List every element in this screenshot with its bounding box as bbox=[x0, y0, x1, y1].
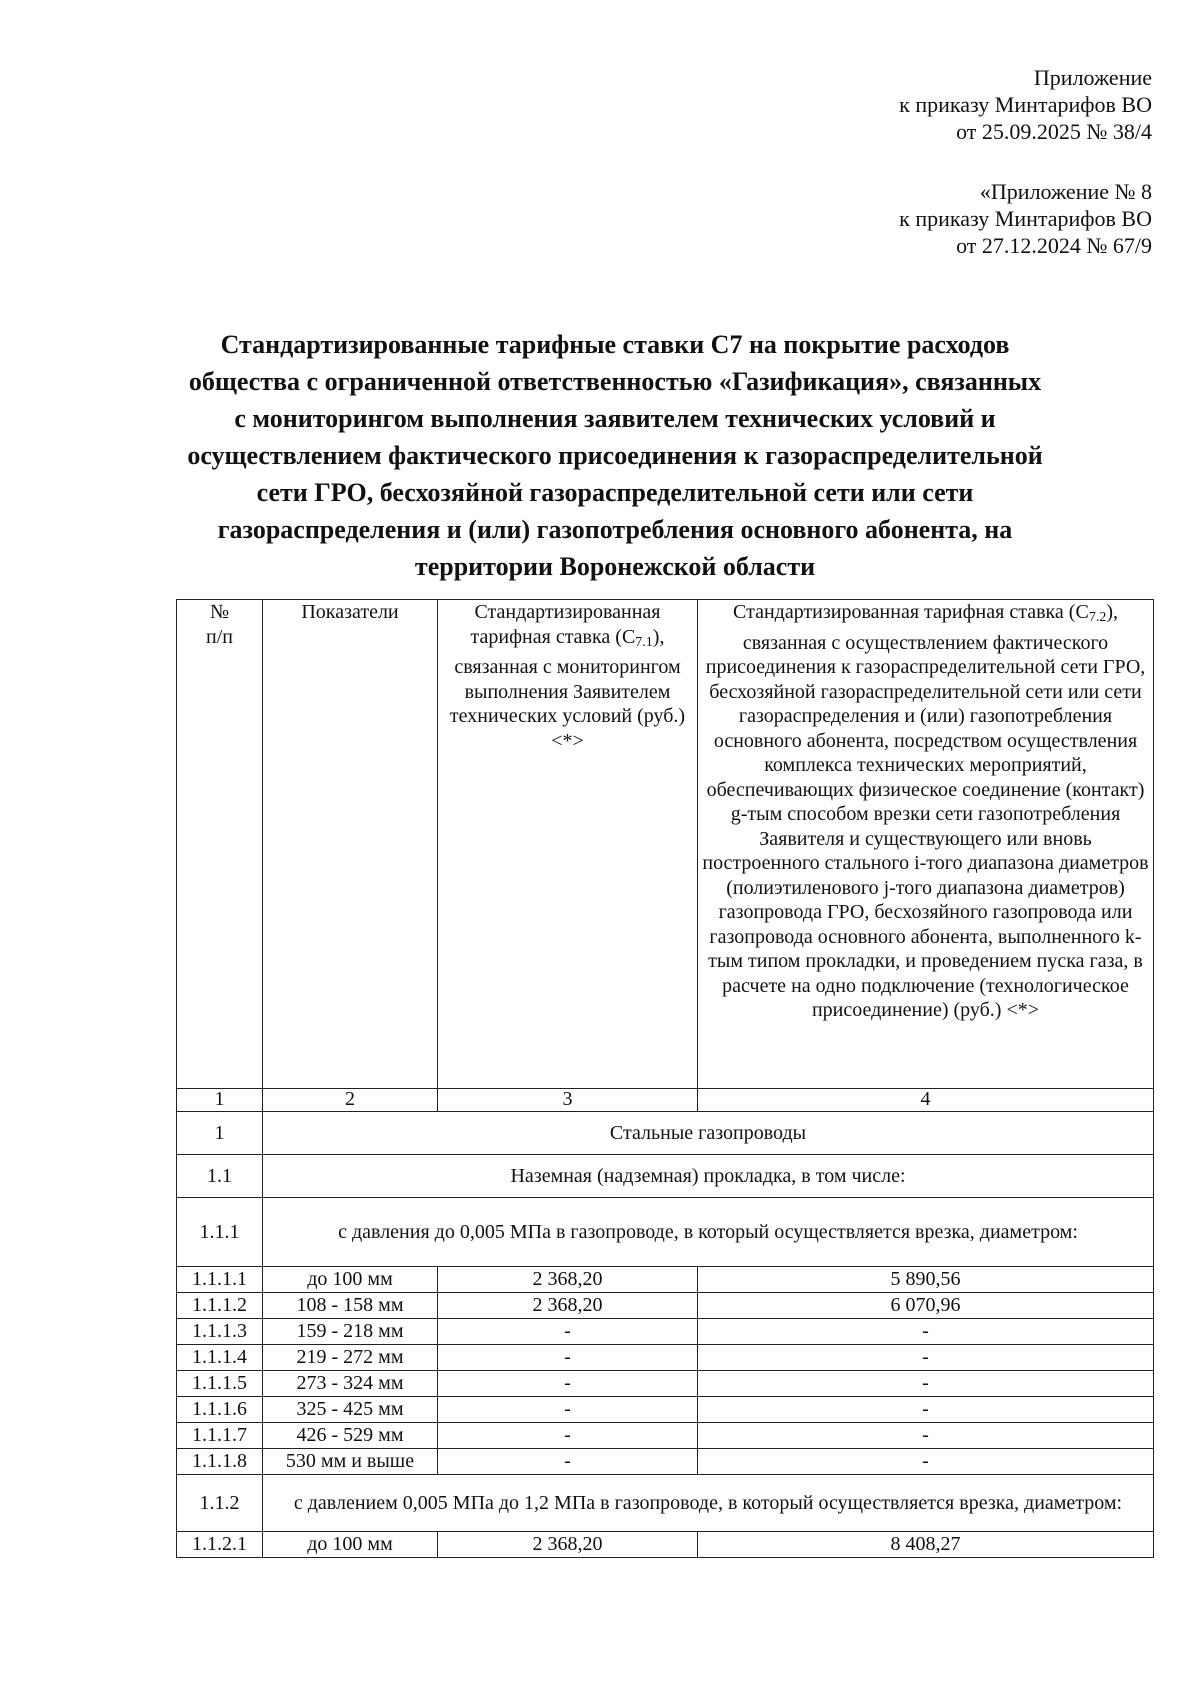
header-text: п/п bbox=[206, 625, 233, 648]
section-row-aboveground bbox=[177, 1155, 1154, 1198]
header-text-part: ), bbox=[1106, 601, 1118, 623]
appendix-8-reference bbox=[899, 178, 1152, 259]
table-row bbox=[177, 1293, 1154, 1319]
row-number: 1.1.2 bbox=[177, 1475, 263, 1532]
appendix-line: от 27.12.2024 № 67/9 bbox=[956, 233, 1152, 258]
title-line: Стандартизированные тарифные ставки С7 на покрытие расходов bbox=[220, 330, 1010, 359]
appendix-line: «Приложение № 8 bbox=[979, 179, 1152, 204]
col-header-indicators bbox=[263, 600, 438, 1089]
header-text-part: тарифная ставка (С bbox=[470, 625, 636, 648]
row-number: 1.1.2.1 bbox=[177, 1532, 263, 1558]
row-number: 1 bbox=[177, 1112, 263, 1155]
header-text-part: ), bbox=[652, 625, 665, 648]
diameter-range: 159 - 218 мм bbox=[263, 1319, 438, 1345]
rate-c71: - bbox=[438, 1449, 698, 1475]
title-line: осуществлением фактического присоединения к газораспределительной bbox=[187, 441, 1043, 470]
column-number-row bbox=[177, 1089, 1154, 1112]
header-subscript: 7.2 bbox=[1088, 610, 1107, 625]
table-row bbox=[177, 1423, 1154, 1449]
row-number: 1.1.1.8 bbox=[177, 1449, 263, 1475]
title-line: с мониторингом выполнения заявителем технических условий и bbox=[234, 404, 996, 433]
rate-c71: - bbox=[438, 1319, 698, 1345]
header-text: № bbox=[209, 601, 230, 623]
row-number: 1.1.1.5 bbox=[177, 1371, 263, 1397]
title-line: сети ГРО, бесхозяйной газораспределительной сети или сети bbox=[256, 478, 974, 507]
column-number: 4 bbox=[698, 1089, 1154, 1112]
table-row bbox=[177, 1532, 1154, 1558]
rate-c72: 8 408,27 bbox=[698, 1532, 1154, 1558]
title-line: газораспределения и (или) газопотребления основного абонента, на bbox=[217, 515, 1013, 544]
section-label: Наземная (надземная) прокладка, в том числе: bbox=[263, 1155, 1154, 1198]
column-number: 2 bbox=[263, 1089, 438, 1112]
rate-c72: 5 890,56 bbox=[698, 1267, 1154, 1293]
row-number: 1.1.1.4 bbox=[177, 1345, 263, 1371]
rate-c72: - bbox=[698, 1345, 1154, 1371]
header-text: связанная с осуществлением фактического присоединения к газораспределительной сети ГРО, бесхозяйной газораспределительной сети или сети газораспределения и (или) газопотребления основного абонента, посредством осуществления комплекса технических мероприятий, обеспечивающих физическое соединение (контакт) g-тым способом врезки сети газопотребления Заявителя и существующего или вновь построенного стального i-того диапазона диаметров (полиэтиленового j-того диапазона диаметров) газопровода ГРО, бесхозяйного газопровода или газопровода основного абонента, выполненного k-тым типом прокладки, и проведением пуска газа, в расчете на одно подключение (технологическое присоединение) (руб.) <*> bbox=[702, 631, 1149, 1021]
rate-c72: 6 070,96 bbox=[698, 1293, 1154, 1319]
diameter-range: 219 - 272 мм bbox=[263, 1345, 438, 1371]
title-line: общества с ограниченной ответственностью «Газификация», связанных bbox=[188, 367, 1042, 396]
row-number: 1.1.1.6 bbox=[177, 1397, 263, 1423]
tariff-table bbox=[176, 599, 1154, 1558]
diameter-range: 325 - 425 мм bbox=[263, 1397, 438, 1423]
title-line: территории Воронежской области bbox=[414, 552, 816, 581]
table-row bbox=[177, 1449, 1154, 1475]
header-text: Показатели bbox=[301, 601, 399, 623]
table-row bbox=[177, 1267, 1154, 1293]
table-row bbox=[177, 1319, 1154, 1345]
header-text bbox=[440, 625, 695, 656]
table-header-row bbox=[177, 600, 1154, 1089]
col-header-number bbox=[177, 600, 263, 1089]
appendix-line: к приказу Минтарифов ВО bbox=[899, 206, 1152, 231]
diameter-range: 108 - 158 мм bbox=[263, 1293, 438, 1319]
section-label: с давления до 0,005 МПа в газопроводе, в который осуществляется врезка, диаметром: bbox=[263, 1198, 1154, 1267]
row-number: 1.1.1 bbox=[177, 1198, 263, 1267]
section-row-low-pressure bbox=[177, 1198, 1154, 1267]
column-number: 1 bbox=[177, 1089, 263, 1112]
rate-c72: - bbox=[698, 1371, 1154, 1397]
rate-c72: - bbox=[698, 1397, 1154, 1423]
table-row bbox=[177, 1371, 1154, 1397]
header-text-part: Стандартизированная тарифная ставка (С bbox=[733, 601, 1089, 623]
diameter-range: до 100 мм bbox=[263, 1267, 438, 1293]
document-title bbox=[150, 326, 1080, 585]
diameter-range: 426 - 529 мм bbox=[263, 1423, 438, 1449]
header-text: связанная с мониторингом выполнения Заявителем технических условий (руб.) <*> bbox=[449, 656, 686, 752]
section-row-medium-pressure bbox=[177, 1475, 1154, 1532]
rate-c71: - bbox=[438, 1397, 698, 1423]
diameter-range: 530 мм и выше bbox=[263, 1449, 438, 1475]
rate-c72: - bbox=[698, 1449, 1154, 1475]
rate-c71: 2 368,20 bbox=[438, 1293, 698, 1319]
row-number: 1.1.1.3 bbox=[177, 1319, 263, 1345]
column-number: 3 bbox=[438, 1089, 698, 1112]
header-subscript: 7.1 bbox=[635, 634, 653, 650]
rate-c71: - bbox=[438, 1371, 698, 1397]
diameter-range: 273 - 324 мм bbox=[263, 1371, 438, 1397]
rate-c71: 2 368,20 bbox=[438, 1267, 698, 1293]
rate-c71: 2 368,20 bbox=[438, 1532, 698, 1558]
diameter-range: до 100 мм bbox=[263, 1532, 438, 1558]
header-text: Стандартизированная bbox=[474, 601, 661, 623]
appendix-line: Приложение bbox=[1033, 65, 1152, 90]
row-number: 1.1.1.2 bbox=[177, 1293, 263, 1319]
rate-c71: - bbox=[438, 1423, 698, 1449]
appendix-line: к приказу Минтарифов ВО bbox=[899, 92, 1152, 117]
rate-c71: - bbox=[438, 1345, 698, 1371]
col-header-c71 bbox=[438, 600, 698, 1089]
row-number: 1.1.1.1 bbox=[177, 1267, 263, 1293]
section-label: Стальные газопроводы bbox=[263, 1112, 1154, 1155]
appendix-reference bbox=[899, 64, 1152, 145]
col-header-c72 bbox=[698, 600, 1154, 1089]
section-row-steel bbox=[177, 1112, 1154, 1155]
section-label: с давлением 0,005 МПа до 1,2 МПа в газопроводе, в который осуществляется врезка, диаметром: bbox=[263, 1475, 1154, 1532]
row-number: 1.1 bbox=[177, 1155, 263, 1198]
appendix-line: от 25.09.2025 № 38/4 bbox=[956, 119, 1152, 144]
table-row bbox=[177, 1345, 1154, 1371]
row-number: 1.1.1.7 bbox=[177, 1423, 263, 1449]
rate-c72: - bbox=[698, 1423, 1154, 1449]
table-row bbox=[177, 1397, 1154, 1423]
rate-c72: - bbox=[698, 1319, 1154, 1345]
